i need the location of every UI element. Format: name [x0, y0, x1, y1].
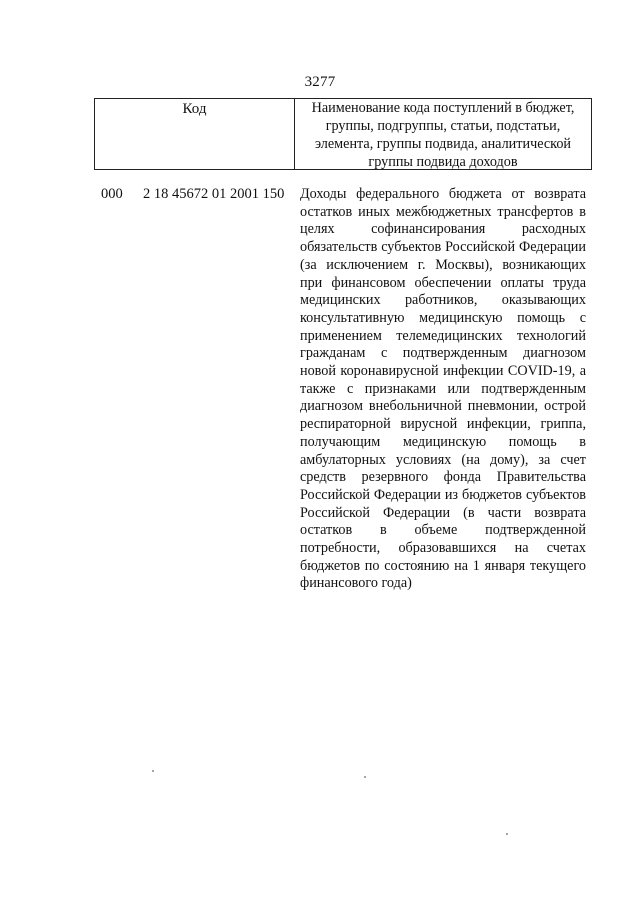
table-header: [94, 98, 592, 170]
header-name-column: Наименование кода поступлений в бюджет, группы, подгруппы, статьи, подстатьи, элемента, группы подвида, аналитической группы подвида доходов: [311, 100, 575, 170]
revenue-code-description: Доходы федерального бюджета от возврата остатков иных межбюджетных трансфертов в целях софинансирования расходных обязательств субъектов Российской Федерации (за исключением г. Москвы), возникающих при финансовом обеспечении оплаты труда медицинских работников, оказывающих консультативную медицинскую помощь с применением телемедицинских технологий гражданам с подтвержденным диагнозом новой коронавирусной инфекции COVID-19, а также с признаками или подтвержденным диагнозом внебольничной пневмонии, острой респираторной вирусной инфекции, гриппа, получающим медицинскую помощь в амбулаторных условиях (на дому), за счет средств резервного фонда Правительства Российской Федерации из бюджетов субъектов Российской Федерации (в части возврата остатков в объеме подтвержденной потребности, образовавшихся на счетах бюджетов по состоянию на 1 января текущего финансового года): [300, 186, 586, 592]
scan-speck: [506, 833, 508, 835]
administrator-code: 000: [101, 186, 123, 202]
page-number: 3277: [304, 74, 336, 90]
header-code-column: Код: [95, 99, 295, 169]
scan-speck: [364, 776, 366, 778]
revenue-classification-code: 2 18 45672 01 2001 150: [143, 186, 285, 202]
scan-speck: [152, 770, 154, 772]
